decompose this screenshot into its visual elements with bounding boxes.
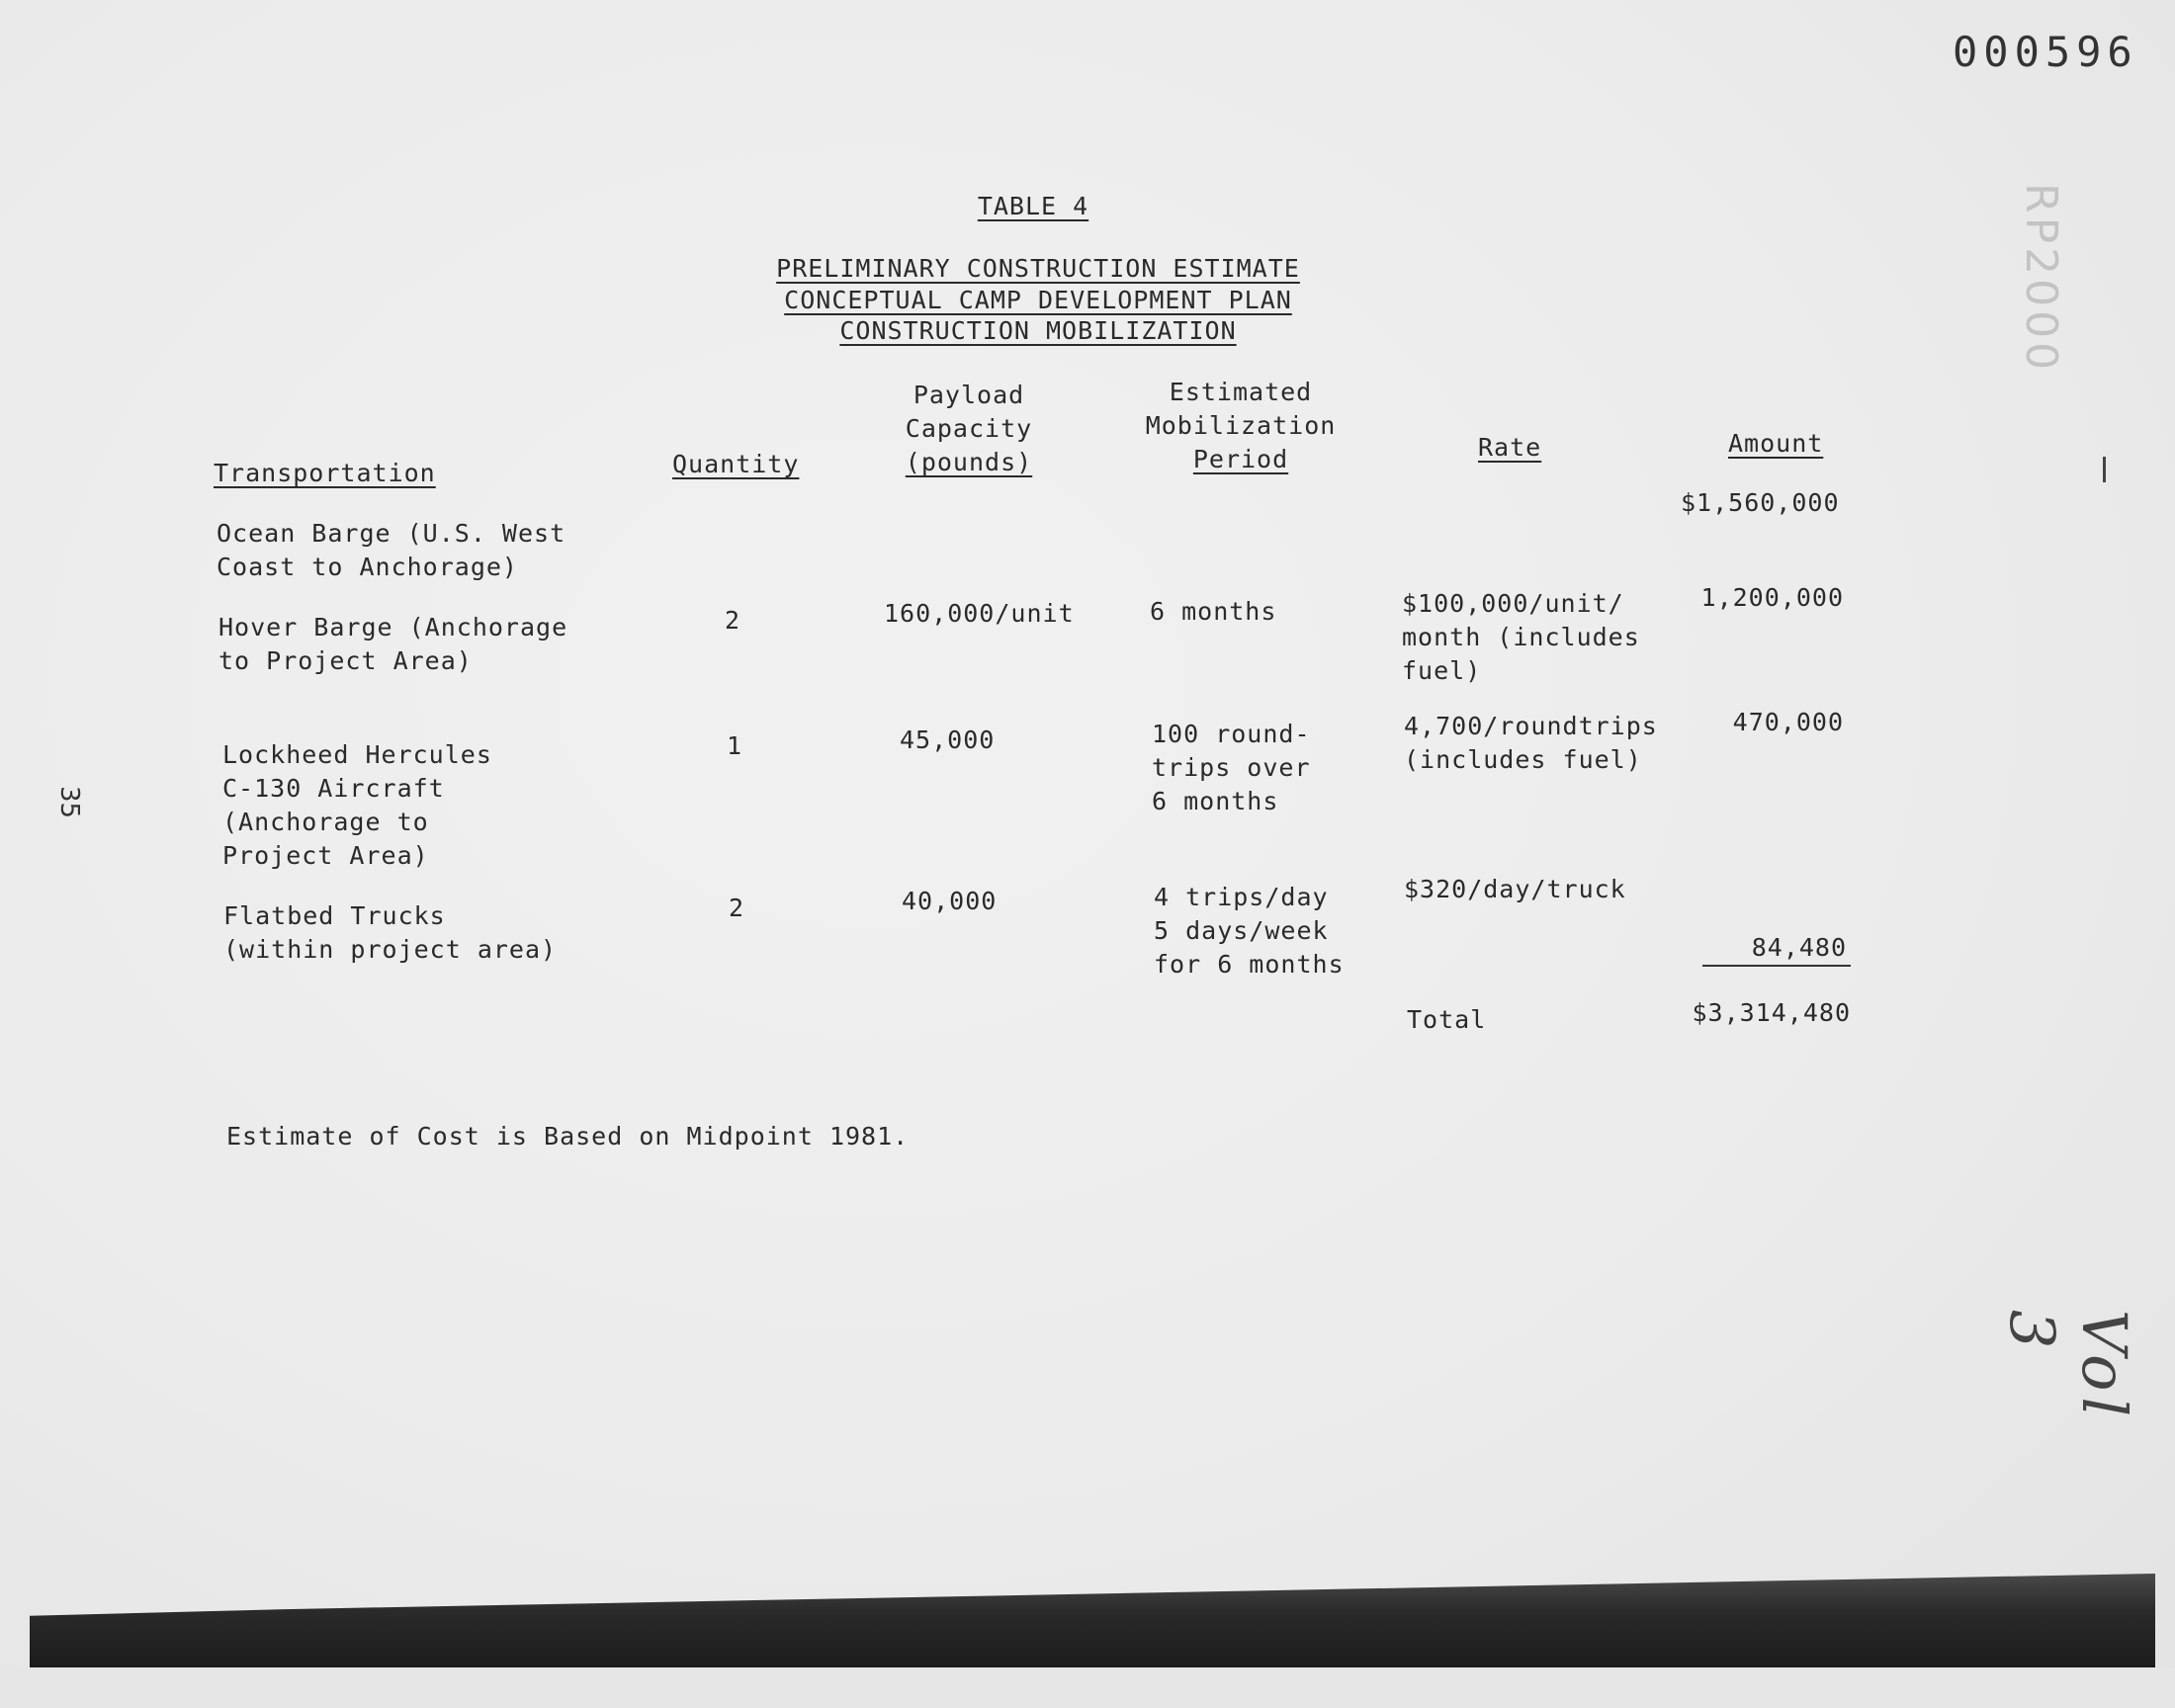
row-3-period: 100 round- trips over 6 months — [1152, 720, 1311, 815]
row-2-payload: 160,000/unit — [884, 599, 1075, 628]
row-2-transportation: Hover Barge (Anchorage to Project Area) — [218, 613, 568, 675]
row-1-transportation: Ocean Barge (U.S. West Coast to Anchorage) — [217, 519, 566, 581]
subtotal-rule — [1702, 965, 1851, 967]
table-label: TABLE 4 — [977, 192, 1089, 220]
title-line-1: PRELIMINARY CONSTRUCTION ESTIMATE — [776, 254, 1300, 283]
handwritten-volume-note: Vol 3 — [1996, 1310, 2140, 1423]
row-2-period: 6 months — [1150, 597, 1277, 626]
header-period: Estimated Mobilization Period — [1145, 378, 1337, 473]
row-3-amount: 470,000 — [1732, 708, 1844, 736]
row-4-amount: 84,480 — [1751, 933, 1847, 962]
row-3-rate: 4,700/roundtrips (includes fuel) — [1404, 712, 1658, 774]
row-4-rate: $320/day/truck — [1404, 875, 1626, 903]
row-3-transportation: Lockheed Hercules C-130 Aircraft (Anchorage to Project Area) — [222, 740, 492, 870]
row-2-rate: $100,000/unit/ month (includes fuel) — [1402, 589, 1640, 685]
header-amount: Amount — [1728, 429, 1824, 458]
header-transportation: Transportation — [214, 459, 436, 487]
header-payload: Payload Capacity (pounds) — [905, 381, 1033, 476]
row-1-amount: $1,560,000 — [1681, 488, 1840, 517]
title-line-2: CONCEPTUAL CAMP DEVELOPMENT PLAN — [784, 286, 1292, 314]
row-4-transportation: Flatbed Trucks (within project area) — [223, 901, 558, 964]
total-label: Total — [1407, 1005, 1487, 1034]
row-2-quantity: 2 — [725, 606, 741, 635]
header-rate: Rate — [1478, 433, 1542, 462]
row-4-period: 4 trips/day 5 days/week for 6 months — [1154, 883, 1345, 979]
row-4-payload: 40,000 — [902, 887, 998, 915]
archive-stamp: RP2000 — [2016, 183, 2066, 375]
header-quantity: Quantity — [672, 450, 800, 478]
row-4-quantity: 2 — [729, 894, 745, 922]
row-2-amount: 1,200,000 — [1700, 583, 1844, 612]
total-amount: $3,314,480 — [1692, 998, 1851, 1027]
margin-mark — [2103, 457, 2106, 482]
page-number: 35 — [54, 786, 84, 819]
scan-edge-shadow — [30, 1574, 2155, 1667]
row-3-payload: 45,000 — [900, 726, 996, 754]
document-number: 000596 — [1953, 28, 2138, 76]
footnote: Estimate of Cost is Based on Midpoint 1981. — [226, 1122, 910, 1151]
title-line-3: CONSTRUCTION MOBILIZATION — [839, 316, 1237, 345]
row-3-quantity: 1 — [727, 731, 743, 760]
scan-bottom-margin — [0, 1667, 2175, 1708]
